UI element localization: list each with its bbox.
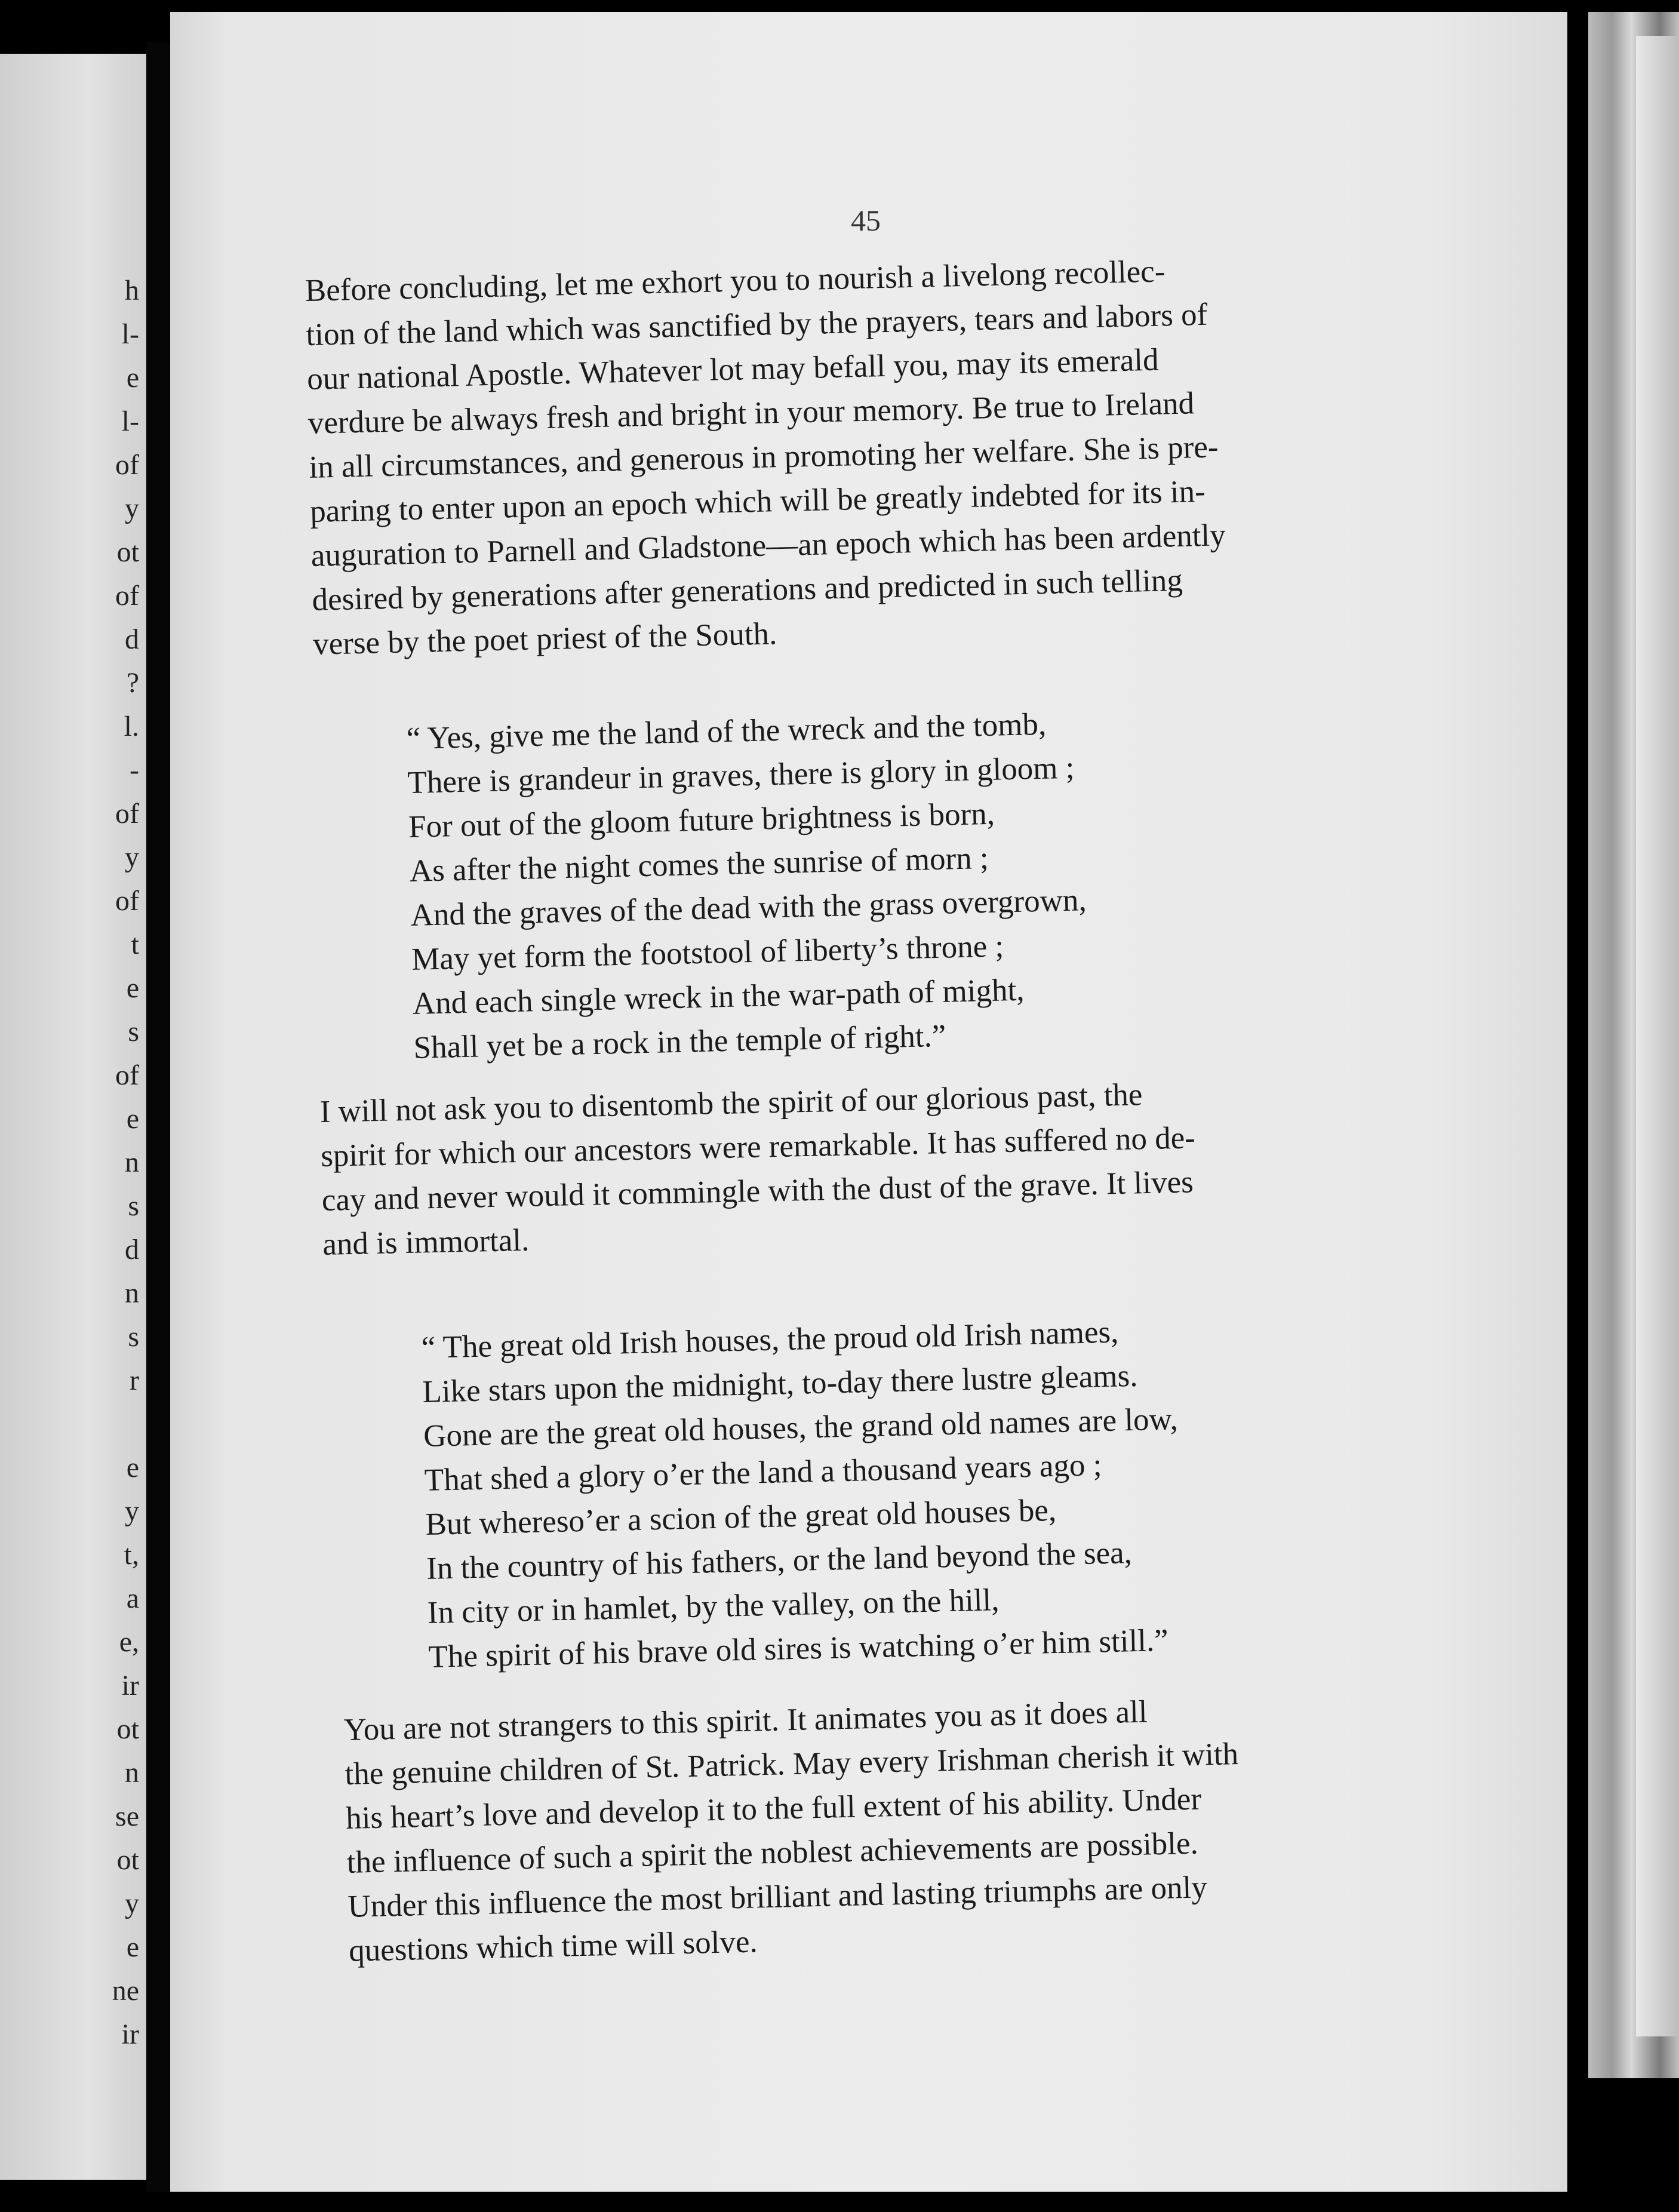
edge-fragment: ot (116, 1844, 139, 1876)
verse-line: But whereso’er a scion of the great old houses be, (425, 1492, 1057, 1542)
edge-fragment: - (130, 754, 139, 786)
edge-fragment: of (115, 449, 139, 481)
edge-fragment: y (125, 1888, 139, 1919)
text-line: in all circumstances, and generous in promoting her welfare. She is pre- (308, 429, 1219, 485)
edge-fragment: a (126, 1583, 139, 1614)
edge-fragment: e (126, 1103, 139, 1135)
text-line: our national Apostle. Whatever lot may befall you, may its emerald (306, 342, 1160, 397)
edge-fragment: e, (119, 1626, 139, 1658)
paragraph-spirit (319, 1065, 1514, 1267)
verse-line: Shall yet be a rock in the temple of right.” (413, 1018, 946, 1065)
edge-fragment: ir (121, 1670, 139, 1701)
edge-fragment: d (125, 623, 139, 655)
edge-fragment: ot (116, 536, 139, 568)
edge-fragment: h (125, 275, 139, 306)
verse-great-old-irish-houses (421, 1308, 1183, 1679)
text-line: verdure be always fresh and bright in your memory. Be true to Ireland (307, 386, 1195, 441)
text-line: the genuine children of St. Patrick. May every Irishman cherish it with (344, 1737, 1239, 1792)
left-page-edge-text (112, 269, 139, 2056)
edge-fragment: ? (126, 667, 139, 699)
page-number: 45 (851, 204, 881, 237)
edge-fragment: d (125, 1234, 139, 1265)
text-line: and is immortal. (322, 1222, 530, 1262)
verse-line: There is grandeur in graves, there is glory in gloom ; (407, 750, 1075, 800)
edge-fragment: y (125, 1495, 139, 1527)
edge-fragment: n (125, 1277, 139, 1309)
edge-fragment: l. (124, 711, 139, 742)
edge-fragment: t, (124, 1539, 139, 1571)
edge-fragment: ot (116, 1713, 139, 1745)
left-facing-page (0, 54, 146, 2180)
text-line: verse by the poet priest of the South. (312, 616, 777, 662)
edge-fragment (112, 1402, 139, 1446)
edge-fragment: e (126, 1931, 139, 1963)
text-line: Under this influence the most brilliant and lasting triumphs are only (347, 1870, 1208, 1924)
verse-line: Like stars upon the midnight, to-day there lustre gleams. (422, 1358, 1138, 1409)
edge-fragment: l- (121, 318, 139, 350)
verse-line: For out of the gloom future brightness is born, (408, 796, 995, 844)
verse-line: That shed a glory o’er the land a thousand years ago ; (424, 1448, 1102, 1498)
text-line: I will not ask you to disentomb the spirit of our glorious past, the (319, 1077, 1143, 1129)
text-line: his heart’s love and develop it to the full extent of his ability. Under (345, 1781, 1202, 1836)
edge-fragment: n (125, 1147, 139, 1178)
text-line: cay and never would it commingle with the dust of the grave. It lives (321, 1165, 1194, 1218)
edge-fragment: se (115, 1801, 139, 1832)
verse-line: May yet form the footstool of liberty’s throne ; (411, 929, 1004, 977)
text-line: spirit for which our ancestors were remarkable. It has suffered no de- (320, 1120, 1196, 1173)
text-line: desired by generations after generations and predicted in such telling (311, 563, 1183, 617)
edge-fragment: of (115, 798, 139, 830)
verse-line: In city or in hamlet, by the valley, on the hill, (427, 1583, 1000, 1630)
text-line: Before concluding, let me exhort you to nourish a livelong recollec- (305, 254, 1166, 308)
edge-fragment: n (125, 1757, 139, 1789)
edge-fragment: e (126, 972, 139, 1004)
verse-line: The spirit of his brave old sires is watching o’er him still.” (428, 1623, 1169, 1675)
edge-fragment: of (115, 1059, 139, 1091)
edge-fragment: of (115, 580, 139, 612)
text-line: paring to enter upon an epoch which will be greatly indebted for its in- (309, 474, 1206, 529)
edge-fragment: e (126, 1452, 139, 1483)
edge-fragment: r (130, 1365, 139, 1396)
text-line: auguration to Parnell and Gladstone—an epoch which has been ardently (310, 518, 1226, 573)
back-cover-edge (1636, 36, 1678, 2036)
edge-fragment: s (128, 1190, 139, 1222)
edge-fragment: y (125, 493, 139, 524)
edge-fragment: ir (121, 2019, 139, 2050)
edge-fragment: s (128, 1321, 139, 1353)
paragraph-conclusion (343, 1681, 1540, 1973)
text-line: You are not strangers to this spirit. It animates you as it does all (343, 1694, 1148, 1747)
edge-fragment: l- (121, 405, 139, 437)
edge-fragment: e (126, 362, 139, 394)
verse-line: And each single wreck in the war-path of might, (412, 972, 1025, 1021)
edge-fragment: y (125, 841, 139, 873)
paragraph-exhortation (305, 242, 1505, 666)
verse-line: “ The great old Irish houses, the proud old Irish names, (421, 1314, 1119, 1365)
book-gutter (146, 42, 170, 2192)
text-line: tion of the land which was sanctified by the prayers, tears and labors of (305, 297, 1208, 352)
verse-land-of-the-wreck (406, 701, 1090, 1070)
edge-fragment: t (131, 929, 139, 960)
edge-fragment: ne (112, 1975, 139, 2007)
verse-line: And the graves of the dead with the grass overgrown, (410, 883, 1087, 933)
verse-line: As after the night comes the sunrise of morn ; (409, 840, 989, 889)
edge-fragment: s (128, 1016, 139, 1047)
verse-line: “ Yes, give me the land of the wreck and the tomb, (406, 706, 1047, 756)
text-line: questions which time will solve. (348, 1924, 758, 1968)
text-line: the influence of such a spirit the noblest achievements are possible. (346, 1826, 1199, 1880)
edge-fragment: of (115, 885, 139, 917)
verse-line: Gone are the great old houses, the grand old names are low, (423, 1402, 1179, 1454)
verse-line: In the country of his fathers, or the land beyond the sea, (426, 1535, 1133, 1586)
right-page (170, 12, 1567, 2192)
